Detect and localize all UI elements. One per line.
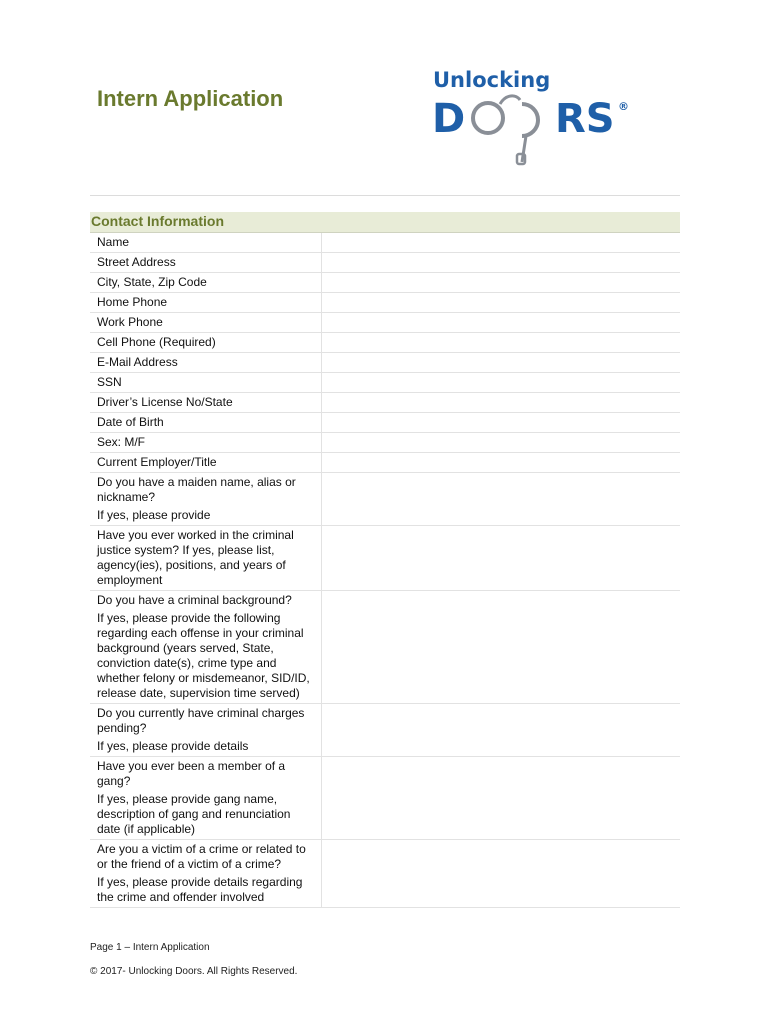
field-label-text: Cell Phone (Required) <box>97 335 216 349</box>
field-label-cell <box>90 526 321 591</box>
form-row <box>90 413 680 433</box>
form-row <box>90 433 680 453</box>
form-row <box>90 273 680 293</box>
field-label-cell <box>90 413 321 433</box>
field-label-text: SSN <box>97 375 122 389</box>
field-value-cell[interactable] <box>321 353 680 373</box>
logo-text-rs: RS <box>555 96 615 142</box>
form-row <box>90 353 680 373</box>
field-label-text: If yes, please provide details regarding the crime and offender involved <box>97 875 303 904</box>
form-row <box>90 704 680 757</box>
form-row <box>90 293 680 313</box>
field-label-text: Work Phone <box>97 315 163 329</box>
field-value-cell[interactable] <box>321 413 680 433</box>
form-row <box>90 313 680 333</box>
field-label-text: City, State, Zip Code <box>97 275 207 289</box>
form-row <box>90 393 680 413</box>
field-value-cell[interactable] <box>321 757 680 840</box>
handcuffs-icon <box>473 96 538 164</box>
form-row <box>90 253 680 273</box>
form-row <box>90 840 680 908</box>
footer-page-label: Page 1 – Intern Application <box>90 942 210 953</box>
field-label-cell <box>90 373 321 393</box>
unlocking-doors-logo <box>430 66 640 186</box>
field-value-cell[interactable] <box>321 591 680 704</box>
form-row <box>90 757 680 840</box>
form-row <box>90 453 680 473</box>
field-value-cell[interactable] <box>321 273 680 293</box>
field-value-cell[interactable] <box>321 473 680 526</box>
field-label-cell <box>90 393 321 413</box>
form-row <box>90 333 680 353</box>
field-label-cell <box>90 253 321 273</box>
field-label-text: Name <box>97 235 130 249</box>
field-label-cell <box>90 757 321 840</box>
field-label-cell <box>90 591 321 704</box>
field-label-text: If yes, please provide <box>97 508 211 522</box>
field-value-cell[interactable] <box>321 293 680 313</box>
field-label-cell <box>90 453 321 473</box>
field-label-cell <box>90 293 321 313</box>
field-value-cell[interactable] <box>321 253 680 273</box>
form-row <box>90 591 680 704</box>
field-label-text: Have you ever been a member of a gang? <box>97 759 286 788</box>
form-row <box>90 233 680 253</box>
field-value-cell[interactable] <box>321 704 680 757</box>
field-value-cell[interactable] <box>321 433 680 453</box>
field-label-text: E-Mail Address <box>97 355 178 369</box>
field-label-cell <box>90 273 321 293</box>
logo-text-d: D <box>432 96 466 142</box>
field-label-cell <box>90 473 321 526</box>
field-label-cell <box>90 704 321 757</box>
field-value-cell[interactable] <box>321 840 680 908</box>
field-label-text: Current Employer/Title <box>97 455 217 469</box>
field-label-text: Home Phone <box>97 295 168 309</box>
field-label-text: Do you currently have criminal charges pending? <box>97 706 305 735</box>
page-title: Intern Application <box>97 86 284 111</box>
field-label-text: Have you ever worked in the criminal justice system? If yes, please list, agency(ies), positions, and years of employment <box>97 528 294 587</box>
field-value-cell[interactable] <box>321 333 680 353</box>
field-label-cell <box>90 233 321 253</box>
field-label-text: If yes, please provide details <box>97 739 249 753</box>
form-row <box>90 373 680 393</box>
field-label-cell <box>90 333 321 353</box>
field-label-text: Sex: M/F <box>97 435 146 449</box>
header-divider <box>90 195 680 196</box>
registered-mark: ® <box>618 100 629 113</box>
section-title: Contact Information <box>91 213 224 229</box>
field-label-cell <box>90 840 321 908</box>
field-value-cell[interactable] <box>321 393 680 413</box>
field-value-cell[interactable] <box>321 453 680 473</box>
field-value-cell[interactable] <box>321 373 680 393</box>
field-label-text: Street Address <box>97 255 176 269</box>
form-row <box>90 526 680 591</box>
field-value-cell[interactable] <box>321 526 680 591</box>
field-value-cell[interactable] <box>321 313 680 333</box>
field-label-text: Do you have a maiden name, alias or nickname? <box>97 475 296 504</box>
field-label-text: If yes, please provide gang name, description of gang and renunciation date (if applicable) <box>97 792 291 836</box>
form-row <box>90 473 680 526</box>
contact-info-table <box>90 233 680 908</box>
field-label-text: If yes, please provide the following regarding each offense in your criminal background (years served, State, conviction date(s), crime type and whether felony or misdemeanor, SID/ID, release date, supervision time served) <box>97 611 310 700</box>
footer-copyright: © 2017- Unlocking Doors. All Rights Reserved. <box>90 966 298 977</box>
field-label-cell <box>90 433 321 453</box>
field-label-text: Are you a victim of a crime or related to or the friend of a victim of a crime? <box>97 842 306 871</box>
field-label-text: Do you have a criminal background? <box>97 593 292 607</box>
section-header <box>90 212 680 233</box>
field-label-cell <box>90 313 321 333</box>
field-label-text: Driver’s License No/State <box>97 395 233 409</box>
field-label-text: Date of Birth <box>97 415 164 429</box>
logo-text-unlocking: Unlocking <box>433 68 551 92</box>
field-value-cell[interactable] <box>321 233 680 253</box>
field-label-cell <box>90 353 321 373</box>
